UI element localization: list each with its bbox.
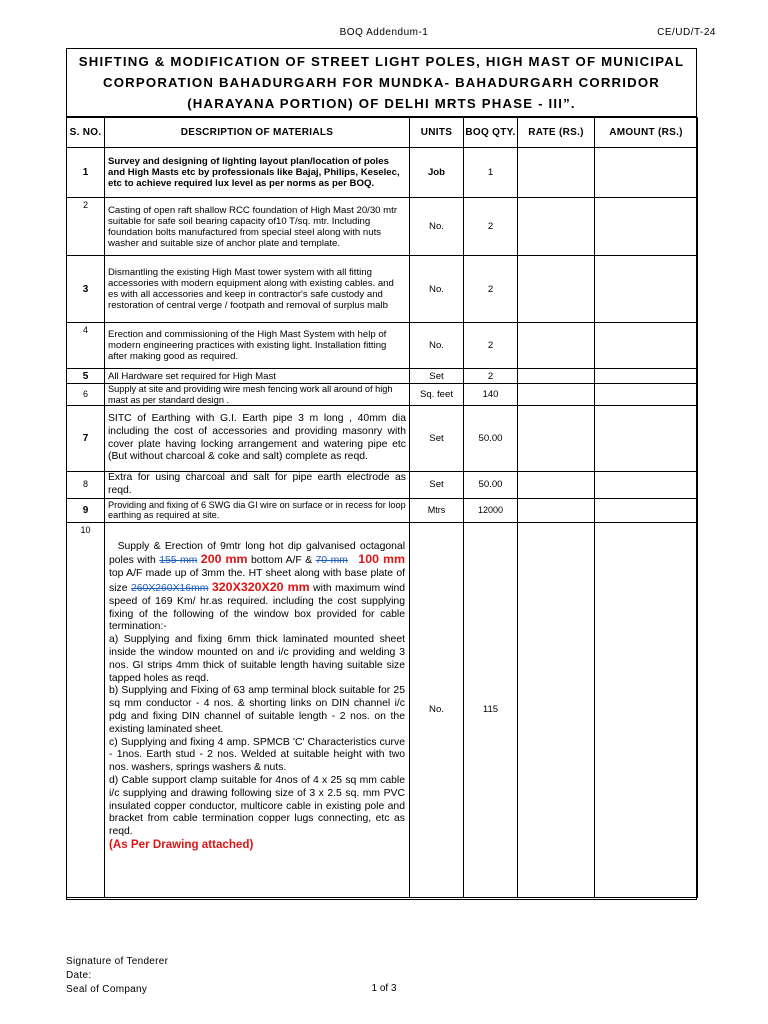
boq-table (66, 117, 698, 898)
row-amount (595, 148, 698, 198)
row-rate (518, 198, 595, 256)
item-10-part-a: a) Supplying and fixing 6mm thick laminated mounted sheet inside the window mounted on and i/c providing and welding 3 nos. GI strips 4mm thick of suitable length having suitable size tapped holes as reqd. (109, 634, 405, 684)
row-rate (518, 384, 595, 406)
row-rate (518, 472, 595, 499)
row-unit: Sq. feet (410, 384, 464, 406)
table-row (67, 323, 698, 369)
table-row (67, 369, 698, 384)
col-header-amount: AMOUNT (RS.) (595, 118, 698, 148)
row-amount (595, 498, 698, 522)
row-amount (595, 198, 698, 256)
table-row-item-10 (67, 522, 698, 897)
row-rate (518, 256, 595, 323)
table-header-row (67, 118, 698, 148)
row-qty: 2 (464, 323, 518, 369)
item-10-old-plate-size: 260X260X16mm (130, 582, 209, 594)
footer-signature: Signature of Tenderer (66, 956, 169, 967)
row-rate (518, 406, 595, 472)
item-10-drawing-note: (As Per Drawing attached) (109, 837, 254, 851)
table-row (67, 498, 698, 522)
row-unit: Set (410, 406, 464, 472)
row-description: Survey and designing of lighting layout plan/location of poles and High Masts etc by professionals like Bajaj, Philips, Keselec, etc to achieve required lux level as per norms as per BOQ. (105, 148, 410, 198)
row-qty: 50.00 (464, 472, 518, 499)
item-10-old-top-size: 70 mm (315, 555, 348, 567)
row-description: Casting of open raft shallow RCC foundation of High Mast 20/30 mtr suitable for safe soil bearing capacity of10 T/sq. mtr. Including foundation bolts manufactured from special steel along with nuts washer and suitable size of anchor plate and template. (105, 198, 410, 256)
row-unit: No. (410, 256, 464, 323)
boq-sheet (66, 48, 697, 900)
item-10-part-b: b) Supplying and Fixing of 63 amp terminal block suitable for 25 sq mm conductor - 4 nos. & shorting links on DIN channel i/c pdg and fixing DIN channel of suitable length - 2 nos. on the existing laminated sheet. (109, 685, 405, 735)
document-reference: CE/UD/T-24 (657, 27, 716, 38)
row-sno: 9 (67, 498, 105, 522)
row-qty: 2 (464, 369, 518, 384)
row-unit: Job (410, 148, 464, 198)
row-unit: Set (410, 472, 464, 499)
row-description: Extra for using charcoal and salt for pipe earth electrode as reqd. (105, 472, 410, 499)
row-description: Erection and commissioning of the High Mast System with help of modern engineering practices with existing light. Installation fitting after making good as required. (105, 323, 410, 369)
row-rate (518, 522, 595, 897)
row-amount (595, 406, 698, 472)
col-header-qty: BOQ QTY. (464, 118, 518, 148)
col-header-units: UNITS (410, 118, 464, 148)
table-row (67, 406, 698, 472)
item-10-intro-text-2: bottom A/F & (250, 555, 313, 567)
row-amount (595, 369, 698, 384)
row-amount (595, 472, 698, 499)
row-rate (518, 369, 595, 384)
row-sno: 6 (67, 384, 105, 406)
row-amount (595, 323, 698, 369)
row-unit: Set (410, 369, 464, 384)
col-header-rate: RATE (RS.) (518, 118, 595, 148)
document-name: BOQ Addendum-1 (339, 27, 429, 38)
row-qty: 2 (464, 198, 518, 256)
row-sno: 7 (67, 406, 105, 472)
col-header-sno: S. NO. (67, 118, 105, 148)
item-10-intro (109, 541, 405, 635)
row-unit: No. (410, 198, 464, 256)
row-rate (518, 148, 595, 198)
footer-date: Date: (66, 970, 92, 981)
table-row (67, 384, 698, 406)
item-10-old-bottom-size: 155 mm (159, 555, 198, 567)
row-unit: No. (410, 323, 464, 369)
table-row (67, 472, 698, 499)
row-qty: 12000 (464, 498, 518, 522)
col-header-description: DESCRIPTION OF MATERIALS (105, 118, 410, 148)
row-rate (518, 498, 595, 522)
item-10-intro-text-3: top A/F made up of 3mm the. HT sheet along with base plate of size (109, 568, 405, 594)
row-description: All Hardware set required for High Mast (105, 369, 410, 384)
row-sno: 4 (67, 323, 105, 369)
row-sno: 10 (67, 522, 105, 897)
row-amount (595, 384, 698, 406)
row-qty: 1 (464, 148, 518, 198)
row-sno: 5 (67, 369, 105, 384)
row-sno: 1 (67, 148, 105, 198)
row-description: Supply at site and providing wire mesh fencing work all around of high mast as per standard design . (105, 384, 410, 406)
table-row (67, 256, 698, 323)
boq-title-box (67, 49, 696, 117)
footer-seal: Seal of Company (66, 984, 148, 995)
item-10-part-c: c) Supplying and fixing 4 amp. SPMCB 'C' Characteristics curve - 1nos. Earth stud - 2 nos. Welded at suitable height with two nos. washers, springs washers & nuts. (109, 736, 405, 774)
row-description: Dismantling the existing High Mast tower system with all fitting accessories with modern equipment along with existing cables. and es with all accessories and keep in contractor's safe custody and restoration of central verge / footpath and removal of surplus malb (105, 256, 410, 323)
table-row (67, 198, 698, 256)
row-sno: 8 (67, 472, 105, 499)
row-qty: 50.00 (464, 406, 518, 472)
row-description-item-10 (105, 522, 410, 897)
row-qty: 115 (464, 522, 518, 897)
row-description: Providing and fixing of 6 SWG dia GI wire on surface or in recess for loop earthing as required at site. (105, 498, 410, 522)
row-qty: 2 (464, 256, 518, 323)
item-10-part-d: d) Cable support clamp suitable for 4nos of 4 x 25 sq mm cable i/c supplying and drawing following size of 3 x 2.5 sq. mm PVC insulated copper conductor, multicore cable in existing pole and bracket from cable termination copper lugs connecting, etc as reqd. (109, 774, 405, 838)
item-10-intro-text-4: with maximum wind speed of 169 Km/ hr.as required. including the cost supplying fixing of the following of the window box provided for cable termination:- (109, 582, 406, 633)
item-10-intro-text-1: Supply & Erection of 9mtr long hot dip galvanised octagonal poles with (109, 540, 405, 567)
boq-title: SHIFTING & MODIFICATION OF STREET LIGHT POLES, HIGH MAST OF MUNICIPAL CORPORATION BAHADURGARH FOR MUNDKA- BAHADURGARH CORRIDOR (HARAYANA PORTION) OF DELHI MRTS PHASE - III”. (78, 54, 685, 111)
row-amount (595, 522, 698, 897)
table-row (67, 148, 698, 198)
row-unit: No. (410, 522, 464, 897)
row-unit: Mtrs (410, 498, 464, 522)
item-10-new-top-size: 100 mm (358, 552, 406, 567)
page-number: 1 of 3 (371, 983, 397, 994)
row-description: SITC of Earthing with G.I. Earth pipe 3 m long , 40mm dia including the cost of accessories and providing masonry with cover plate having locking arrangement and watering pipe etc (But without charcoal & coke and salt) complete as reqd. (105, 406, 410, 472)
row-sno: 3 (67, 256, 105, 323)
row-rate (518, 323, 595, 369)
row-amount (595, 256, 698, 323)
item-10-new-plate-size: 320X320X20 mm (211, 579, 310, 594)
item-10-new-bottom-size: 200 mm (200, 552, 248, 567)
row-qty: 140 (464, 384, 518, 406)
row-sno: 2 (67, 198, 105, 256)
